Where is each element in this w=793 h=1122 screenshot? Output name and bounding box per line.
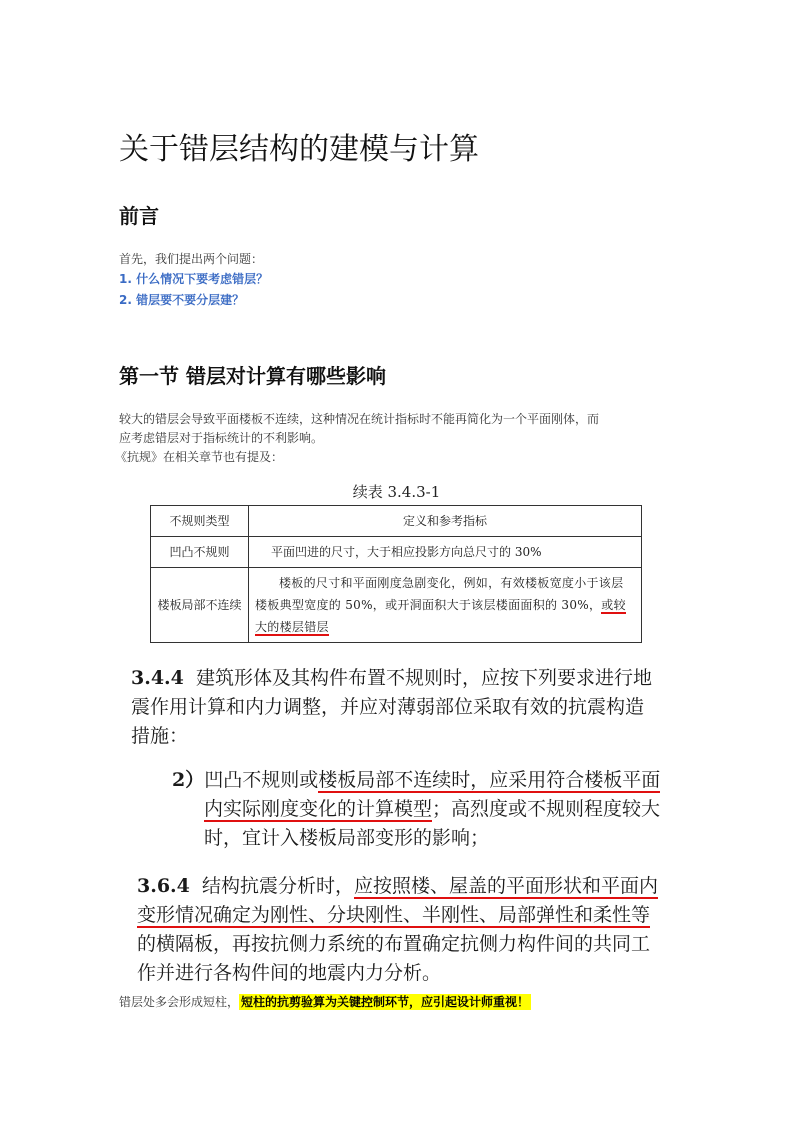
- table-cell: 凹凸不规则: [151, 537, 249, 568]
- clause-number: 3.6.4: [137, 875, 190, 897]
- table-header: 定义和参考指标: [249, 506, 642, 537]
- section1-para2: 《抗规》在相关章节也有提及：: [115, 450, 284, 464]
- item-text: ；高烈度或不规则程度较大时，宜计入楼板局部变形的影响；: [204, 798, 661, 849]
- irregularity-table: [150, 505, 642, 643]
- clause-text: 结构抗震分析时，: [201, 875, 354, 897]
- section1-heading: 第一节 错层对计算有哪些影响: [119, 364, 386, 388]
- section1-para1-line1: 较大的错层会导致平面楼板不连续，这种情况在统计指标时不能再简化为一个平面刚体，而: [119, 412, 600, 426]
- table-caption: 续表 3.4.3-1: [352, 483, 441, 501]
- underlined-text: 或较大的楼层错层: [255, 598, 626, 634]
- table-header-row: [151, 506, 642, 537]
- item-text: 凹凸不规则或: [204, 769, 319, 791]
- table-cell-text: 楼板的尺寸和平面刚度急剧变化，例如，有效楼板宽度小于该层楼板典型宽度的 50%，或开洞面积大于该层楼面面积的 30%，: [255, 576, 624, 612]
- clause-text: 的横隔板，再按抗侧力系统的布置确定抗侧力构件间的共同工作并进行各构件间的地震内力分析。: [137, 933, 651, 984]
- table-cell: [249, 568, 642, 643]
- table-row: [151, 537, 642, 568]
- clause-3-4-4: [131, 664, 661, 751]
- item-number: 2）: [172, 769, 205, 791]
- preface-intro: 首先，我们提出两个问题：: [119, 252, 264, 266]
- section1-para1-line2: 应考虑错层对于指标统计的不利影响。: [119, 431, 324, 445]
- clause-3-6-4: [137, 872, 665, 988]
- table-row: [151, 568, 642, 643]
- table-header: 不规则类型: [151, 506, 249, 537]
- question-2: 2. 错层要不要分层建？: [119, 293, 245, 307]
- table-cell: 平面凹进的尺寸，大于相应投影方向总尺寸的 30%: [249, 537, 642, 568]
- document-title: 关于错层结构的建模与计算: [119, 132, 479, 167]
- clause-text: 建筑形体及其构件布置不规则时，应按下列要求进行地震作用计算和内力调整，并应对薄弱部位采取有效的抗震构造措施：: [131, 667, 652, 747]
- clause-number: 3.4.4: [131, 667, 184, 689]
- underlined-text: 应按照楼、屋盖的平面形状和平面内变形情况确定为刚性、分块刚性、半刚性、局部弹性和柔性等: [137, 875, 659, 926]
- question-1: 1. 什么情况下要考虑错层？: [119, 272, 269, 286]
- preface-heading: 前言: [119, 204, 159, 228]
- underlined-text: 楼板局部不连续时，应采用符合楼板平面内实际刚度变化的计算模型: [204, 769, 661, 820]
- conclusion: [119, 993, 531, 1011]
- clause-3-4-4-item-2: [172, 766, 662, 853]
- conclusion-text: 错层处多会形成短柱，: [119, 995, 240, 1009]
- highlighted-text: 短柱的抗剪验算为关键控制环节，应引起设计师重视！: [241, 995, 530, 1009]
- table-cell: 楼板局部不连续: [151, 568, 249, 643]
